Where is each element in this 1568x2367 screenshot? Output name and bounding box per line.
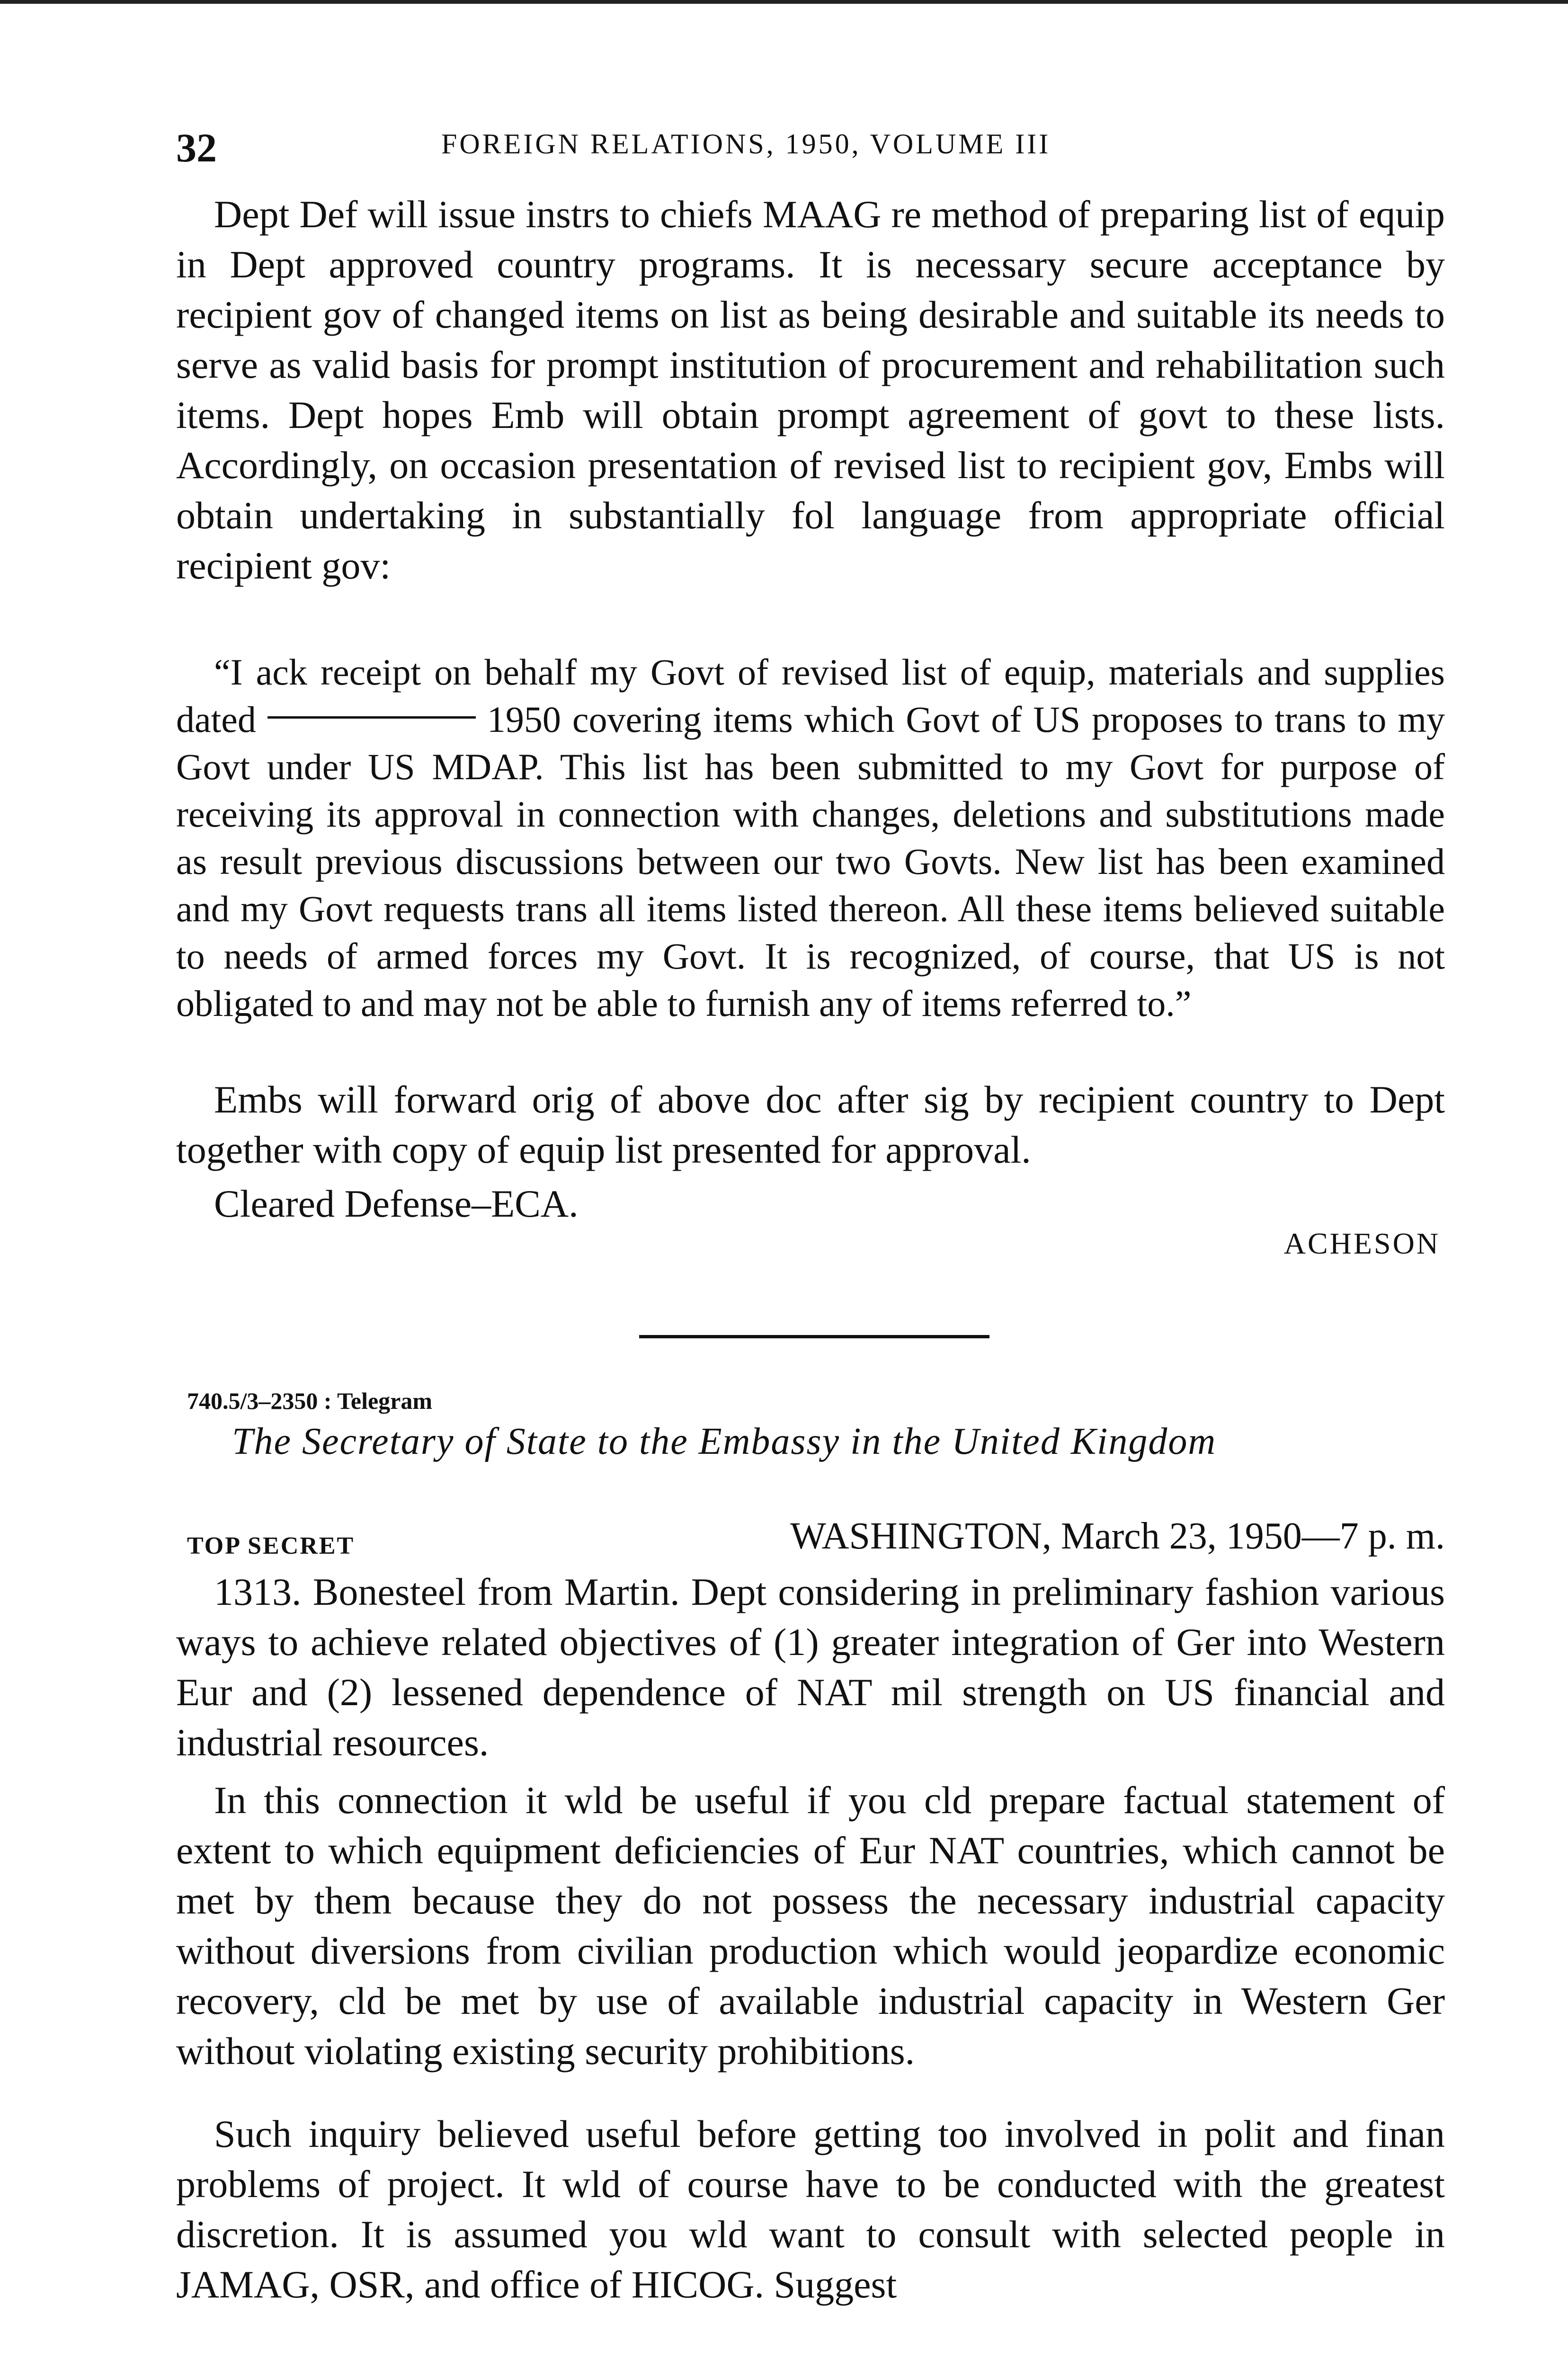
paragraph-forward: Embs will forward orig of above doc after sig by recipient country to Dept together with copy of equip list presented for approval.	[176, 1078, 1445, 1171]
document-title: The Secretary of State to the Embassy in the United Kingdom	[232, 1421, 1217, 1462]
quote-part-2: 1950 covering items which Govt of US proposes to trans to my Govt under US MDAP. This list has been submitted to my Govt for purpose of receiving its approval in connection with changes, deletions and substitutions made as result previous discussions between our two Govts. New list has been examined and my Govt requests trans all items listed thereon. All these items believed suitable to needs of armed forces my Govt. It is recognized, of course, that US is not obligated to and may not be able to furnish any of items referred to.”	[176, 699, 1445, 1024]
top-border	[0, 0, 1568, 4]
paragraph-1313: 1313. Bonesteel from Martin. Dept considering in preliminary fashion various ways to achieve related objectives of (1) greater integration of Ger into Western Eur and (2) lessened dependence of NAT mil strength on US financial and industrial resources.	[176, 1570, 1445, 1764]
signature: ACHESON	[1283, 1227, 1440, 1260]
paragraph-instructions: Dept Def will issue instrs to chiefs MAAG re method of preparing list of equip in Dept approved country programs. It is necessary secure acceptance by recipient gov of changed items on list as being desirable and suitable its needs to serve as valid basis for prompt institution of procurement and rehabilitation such items. Dept hopes Emb will obtain prompt agreement of govt to these lists. Accordingly, on occasion presentation of revised list to recipient gov, Embs will obtain undertaking in substantially fol language from appropriate official recipient gov:	[176, 193, 1445, 587]
paragraph-connection: In this connection it wld be useful if you cld prepare factual statement of extent to which equipment deficiencies of Eur NAT countries, which cannot be met by them because they do not possess the necessary industrial capacity without diversions from civilian production which would jeopardize economic recovery, cld be met by use of available industrial capacity in Western Ger without violating existing security prohibitions.	[176, 1779, 1445, 2073]
classification: TOP SECRET	[187, 1532, 355, 1559]
cleared-line: Cleared Defense–ECA.	[214, 1182, 579, 1225]
date-blank	[267, 716, 476, 719]
dateline: WASHINGTON, March 23, 1950—7 p. m.	[790, 1515, 1445, 1557]
page-number: 32	[176, 125, 217, 170]
section-separator	[639, 1335, 989, 1338]
page-header	[176, 124, 1435, 171]
paragraph-inquiry: Such inquiry believed useful before getting too involved in polit and finan problems of project. It wld of course have to be conducted with the greatest discretion. It is assumed you wld want to consult with selected people in JAMAG, OSR, and office of HICOG. Suggest	[176, 2112, 1445, 2306]
running-head: FOREIGN RELATIONS, 1950, VOLUME III	[441, 128, 1051, 160]
quote-part-1: “I ack receipt on behalf my Govt of revised list of equip, materials and supplies dated	[176, 651, 1445, 740]
quoted-undertaking	[176, 649, 1445, 1027]
document-id: 740.5/3–2350 : Telegram	[187, 1388, 433, 1414]
